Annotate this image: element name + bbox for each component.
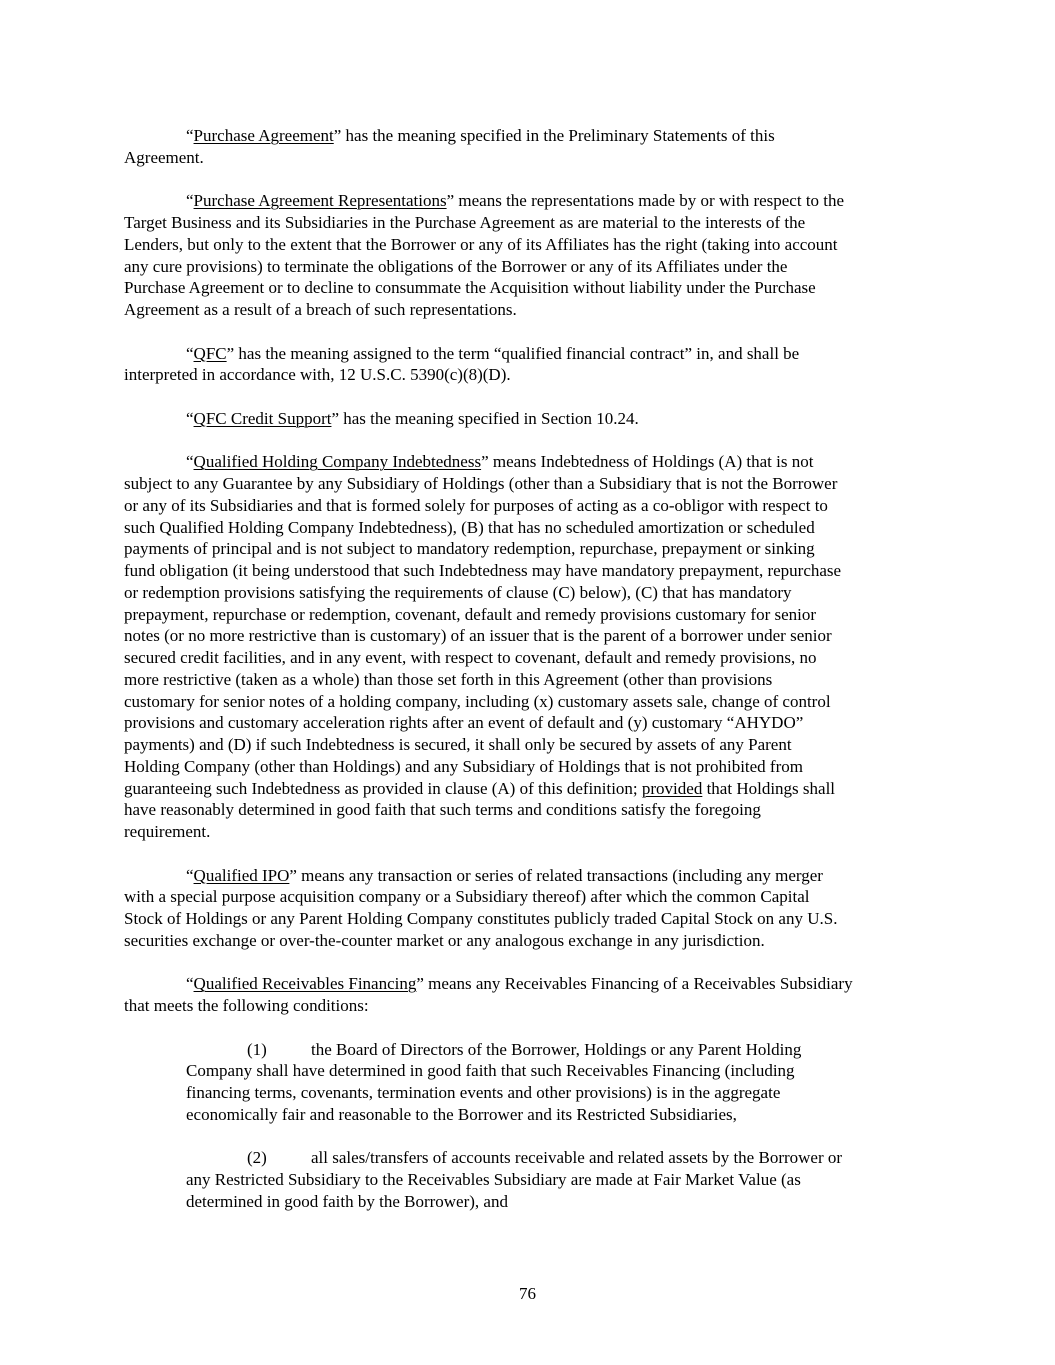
text-run: Agreement as a result of a breach of such representations. [124,300,517,319]
text-line [124,734,944,756]
text-line [124,234,944,256]
text-run: provisions and customary acceleration rights after an event of default and (y) customary “AHYDO” [124,713,804,733]
text-line [124,604,944,626]
text-run: “ [186,452,194,472]
text-line [124,190,944,212]
definition-paragraph [124,973,944,1017]
definition-paragraph [124,408,944,430]
text-run: prepayment, repurchase or redemption, covenant, default and remedy provisions customary for senior [124,604,817,624]
text-run: that meets the following conditions: [124,996,369,1015]
text-line [124,473,944,495]
text-line [124,799,944,821]
text-run: secured credit facilities, and in any event, with respect to covenant, default and remedy provisions, no [124,648,817,667]
text-run: guaranteeing such Indebtedness as provided in clause (A) of this definition; [124,778,642,798]
text-line [124,364,944,386]
defined-term: provided [641,778,703,798]
text-line [186,1060,944,1082]
text-run: economically fair and reasonable to the Borrower and its Restricted Subsidiaries, [186,1104,737,1124]
numbered-condition [186,1039,944,1126]
text-line [124,147,944,169]
text-line [124,712,944,734]
document-body [124,125,944,1234]
text-line [124,451,944,473]
text-line [124,995,944,1017]
text-run: all sales/transfers of accounts receivable and related assets by the Borrower or [311,1148,843,1168]
definition-paragraph [124,343,944,387]
text-run: ” means Indebtedness of Holdings (A) that is not [481,452,814,472]
text-run: Agreement. [124,147,204,167]
text-line [186,1191,944,1213]
text-line [124,299,944,321]
item-number: (1) [247,1039,267,1059]
text-run: securities exchange or over-the-counter market or any analogous exchange in any jurisdiction. [124,930,765,950]
text-run: payments of principal and is not subject to mandatory redemption, repurchase, prepayment or sinking [124,539,815,559]
defined-term: QFC Credit Support [193,408,332,428]
text-line [124,691,944,713]
text-line [124,647,944,669]
text-run: or any of its Subsidiaries and that is formed solely for purposes of acting as a co-obligor with respect to [124,495,828,515]
text-line [124,256,944,278]
text-line [124,125,944,147]
text-run: interpreted in accordance with, 12 U.S.C. 5390(c)(8)(D). [124,365,511,385]
defined-term: QFC [193,343,227,363]
text-run: payments) and (D) if such Indebtedness is secured, it shall only be secured by assets of any Parent [124,735,792,754]
text-run: “ [186,191,194,211]
text-run: “ [186,408,194,428]
text-line [186,1039,944,1061]
definition-paragraph [124,451,944,843]
text-run: ” has the meaning specified in Section 10.24. [331,408,639,428]
text-run: determined in good faith by the Borrower), and [186,1191,508,1211]
text-line [124,495,944,517]
text-run: ” has the meaning specified in the Preliminary Statements of this [333,126,775,145]
text-run: Holding Company (other than Holdings) and any Subsidiary of Holdings that is not prohibited from [124,756,803,776]
definition-paragraph [124,125,944,169]
text-run: Target Business and its Subsidiaries in the Purchase Agreement as are material to the interests of the [124,213,806,232]
text-line [186,1169,944,1191]
text-run: customary for senior notes of a holding company, including (x) customary assets sale, change of control [124,691,831,711]
text-run: with a special purpose acquisition company or a Subsidiary thereof) after which the common Capital [124,887,810,907]
text-run: more restrictive (taken as a whole) than those set forth in this Agreement (other than provisions [124,669,773,689]
text-run: ” means the representations made by or with respect to the [446,191,845,211]
text-line [124,865,944,887]
text-line [124,212,944,234]
text-run: Company shall have determined in good faith that such Receivables Financing (including [186,1061,795,1081]
text-line [124,821,944,843]
text-run: Stock of Holdings or any Parent Holding Company constitutes publicly traded Capital Stock on any U.S. [124,909,838,928]
text-line [124,886,944,908]
text-run: any cure provisions) to terminate the obligations of the Borrower or any of its Affiliates under the [124,256,788,276]
item-number: (2) [247,1148,267,1168]
numbered-condition [186,1147,944,1212]
text-run: such Qualified Holding Company Indebtedness), (B) that has no scheduled amortization or scheduled [124,517,815,537]
text-line [124,517,944,539]
text-line [124,756,944,778]
defined-term: Qualified Holding Company Indebtedness [193,452,482,472]
text-run: notes (or no more restrictive than is customary) of an issuer that is the parent of a borrower under senior [124,626,832,646]
definition-paragraph [124,865,944,952]
text-line [124,538,944,560]
text-line [124,908,944,930]
text-run: requirement. [124,822,211,841]
text-run: or redemption provisions satisfying the requirements of clause (C) below), (C) that has mandatory [124,582,792,602]
text-run: “ [186,126,194,145]
text-line [124,560,944,582]
text-run: any Restricted Subsidiary to the Receivables Subsidiary are made at Fair Market Value (as [186,1170,801,1189]
text-run: ” means any transaction or series of related transactions (including any merger [289,865,823,885]
text-run: “ [186,343,194,363]
text-line [124,930,944,952]
defined-term: Qualified IPO [193,865,290,885]
defined-term: Purchase Agreement Representations [193,191,447,211]
text-line [124,582,944,604]
text-line [124,778,944,800]
text-line [124,625,944,647]
text-line [186,1082,944,1104]
text-run: financing terms, covenants, termination events and other provisions) is in the aggregate [186,1083,781,1102]
text-run: that Holdings shall [702,778,836,798]
text-run: fund obligation (it being understood that such Indebtedness may have mandatory prepayment, repurchase [124,561,842,580]
text-line [124,669,944,691]
page-number: 76 [519,1284,536,1303]
text-run: the Board of Directors of the Borrower, Holdings or any Parent Holding [311,1039,802,1059]
text-line [124,973,944,995]
text-run: Purchase Agreement or to decline to consummate the Acquisition without liability under the Purchase [124,278,816,298]
definition-paragraph [124,190,944,321]
text-line [124,343,944,365]
text-run: “ [186,865,194,885]
defined-term: Purchase Agreement [193,126,334,145]
defined-term: Qualified Receivables Financing [193,974,417,994]
text-run: Lenders, but only to the extent that the Borrower or any of its Affiliates has the right (taking into account [124,234,838,254]
text-run: have reasonably determined in good faith that such terms and conditions satisfy the foregoing [124,800,761,820]
text-run: subject to any Guarantee by any Subsidiary of Holdings (other than a Subsidiary that is not the Borrower [124,474,838,493]
text-line [186,1104,944,1126]
text-line [124,408,944,430]
text-run: “ [186,974,194,994]
text-line [186,1147,944,1169]
text-run: ” means any Receivables Financing of a Receivables Subsidiary [416,974,853,994]
text-line [124,277,944,299]
text-run: ” has the meaning assigned to the term “qualified financial contract” in, and shall be [226,343,800,363]
